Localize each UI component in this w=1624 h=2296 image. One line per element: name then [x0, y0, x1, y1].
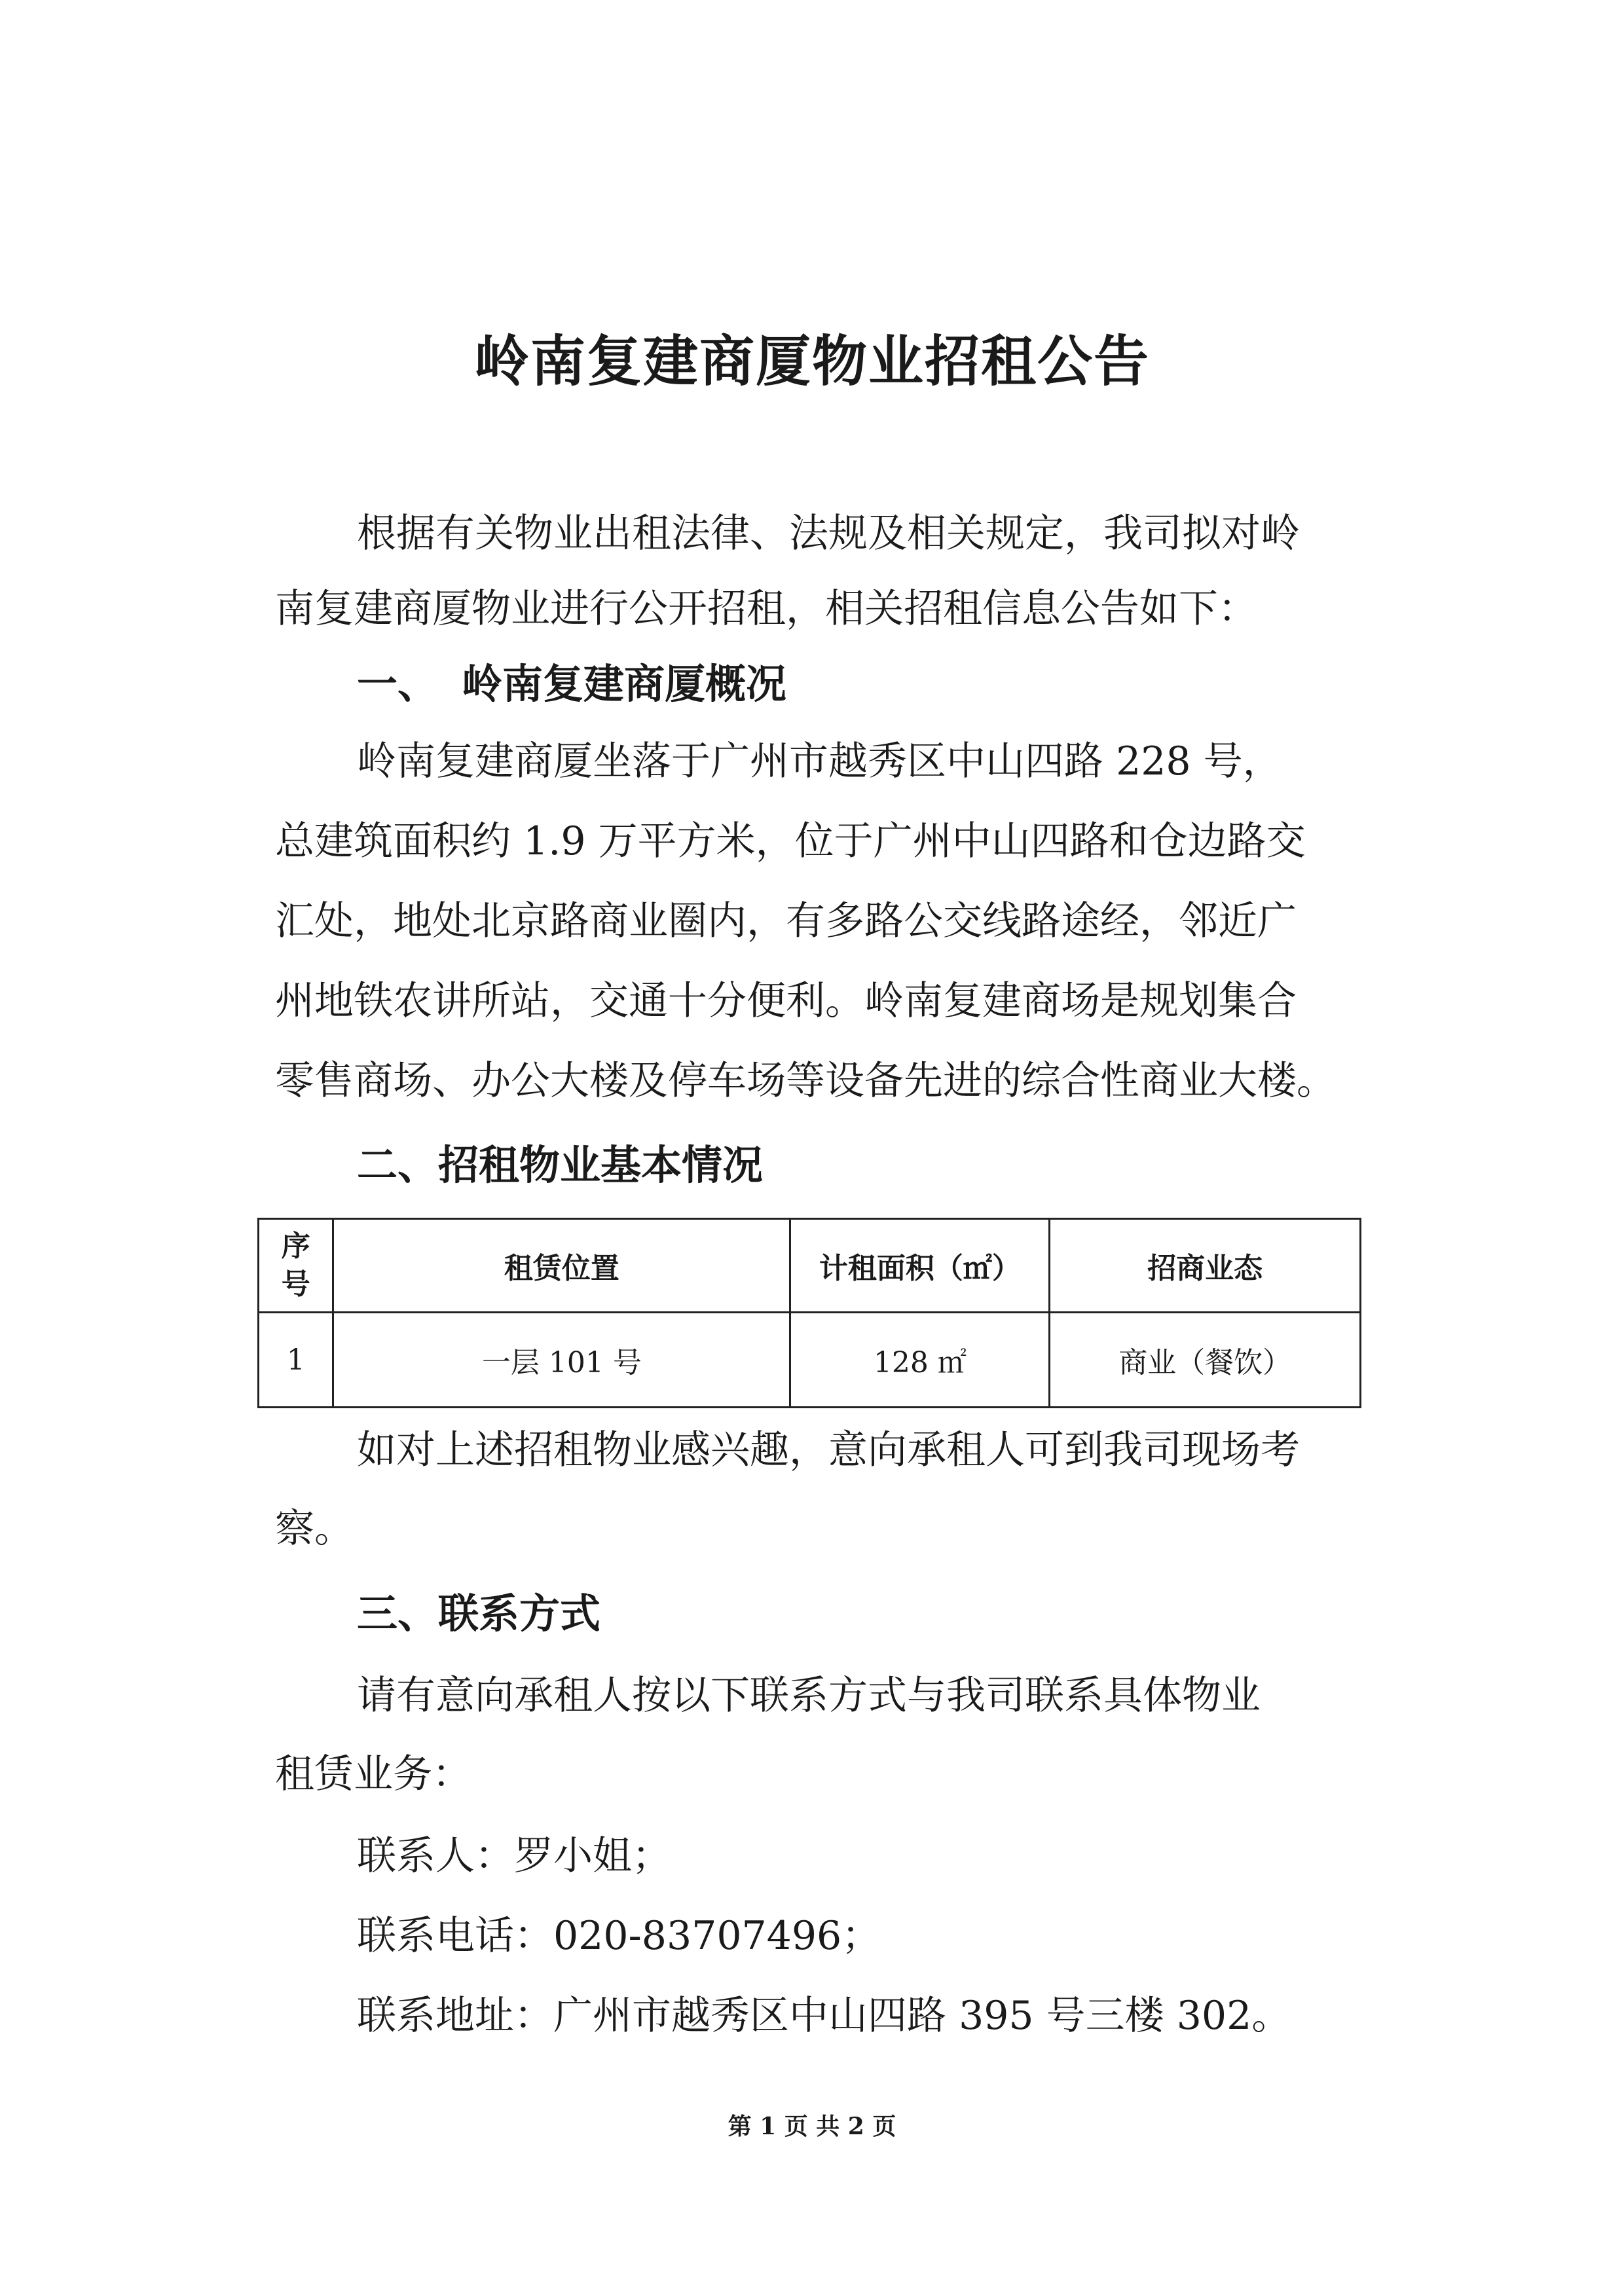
cell-seq: 1: [259, 1313, 333, 1408]
section-1-title: 岭南复建商厦概况: [462, 660, 787, 708]
header-seq: [259, 1219, 333, 1313]
rental-table: [257, 1218, 1361, 1408]
section-1-heading: [357, 655, 1470, 714]
page-title: 岭南复建商厦物业招租公告: [473, 329, 1150, 393]
contact-phone: 联系电话：020-83707496；: [357, 1913, 881, 1959]
section-1-line: 总建筑面积约 1.9 万平方米，位于广州中山四路和仓边路交: [275, 818, 1306, 864]
section-3-line-1: 请有意向承租人按以下联系方式与我司联系具体物业: [357, 1673, 1261, 1719]
header-business-type: 招商业态: [1050, 1219, 1361, 1313]
section-1-line: 零售商场、办公大楼及停车场等设备先进的综合性商业大楼。: [275, 1058, 1336, 1104]
section-3-line-2: 租赁业务：: [275, 1751, 471, 1797]
intro-line-2: 南复建商厦物业进行公开招租，相关招租信息公告如下：: [275, 586, 1257, 632]
section-2-heading: 二、招租物业基本情况: [357, 1141, 764, 1189]
cell-area: 128 ㎡: [790, 1313, 1050, 1408]
intro-line-1: 根据有关物业出租法律、法规及相关规定，我司拟对岭: [357, 511, 1300, 556]
section-1-number: 一、: [357, 660, 439, 708]
contact-address: 联系地址：广州市越秀区中山四路 395 号三楼 302。: [357, 1993, 1291, 2039]
section-1-line: 州地铁农讲所站，交通十分便利。岭南复建商场是规划集合: [275, 978, 1297, 1024]
header-area: 计租面积（㎡）: [790, 1219, 1050, 1313]
section-2-after-line-1: 如对上述招租物业感兴趣，意向承租人可到我司现场考: [357, 1427, 1300, 1473]
header-seq-label: 序号: [281, 1230, 310, 1301]
section-3-heading: 三、联系方式: [357, 1590, 601, 1637]
contact-person: 联系人：罗小姐；: [357, 1833, 671, 1879]
section-1-line: 汇处，地处北京路商业圈内，有多路公交线路途经，邻近广: [275, 898, 1297, 944]
cell-business-type: 商业（餐饮）: [1050, 1313, 1361, 1408]
table-header-row: [259, 1219, 1361, 1313]
section-2-after-line-2: 察。: [275, 1506, 354, 1552]
cell-location: 一层 101 号: [333, 1313, 790, 1408]
page-footer: 第 1 页 共 2 页: [728, 2113, 896, 2140]
section-1-line: 岭南复建商厦坐落于广州市越秀区中山四路 228 号，: [357, 738, 1282, 784]
table-row: [259, 1313, 1361, 1408]
header-location: 租赁位置: [333, 1219, 790, 1313]
